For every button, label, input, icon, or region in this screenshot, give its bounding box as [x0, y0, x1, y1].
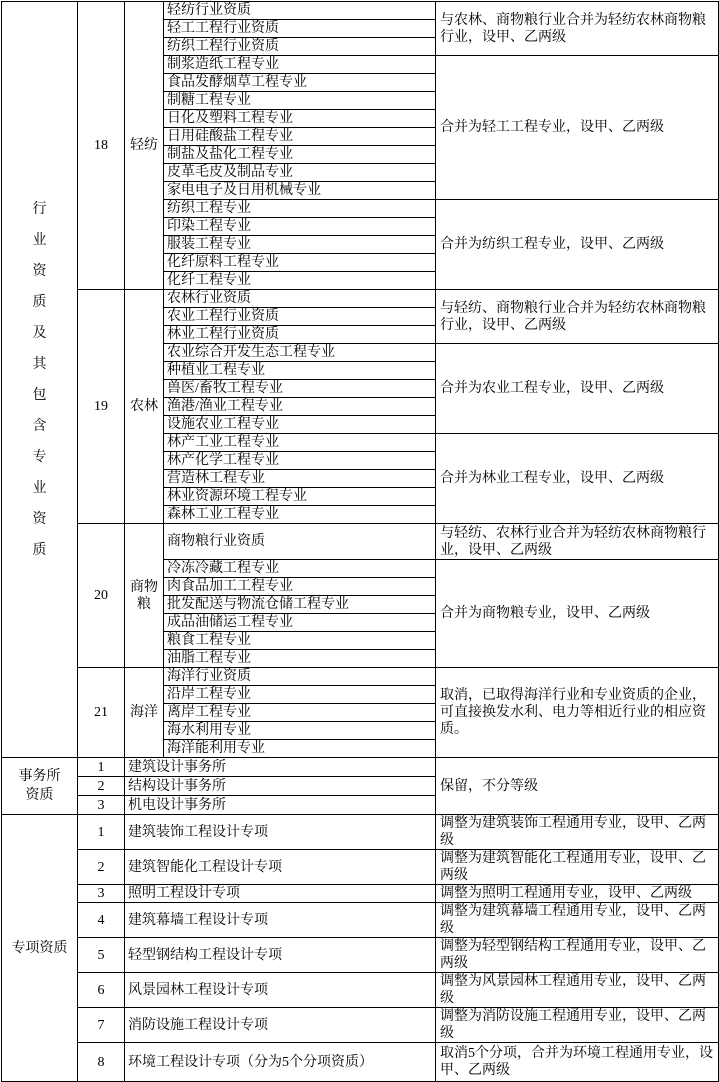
note-cell: 合并为轻工工程专业，设甲、乙两级	[436, 56, 719, 200]
item-cell: 建筑设计事务所	[125, 758, 436, 777]
note-cell: 调整为风景园林工程通用专业，设甲、乙两级	[436, 973, 719, 1008]
item-cell: 消防设施工程设计专项	[125, 1008, 436, 1043]
item-cell: 离岸工程专业	[164, 704, 436, 722]
item-cell: 林产工业工程专业	[164, 434, 436, 452]
item-cell: 肉食品加工工程专业	[164, 578, 436, 596]
item-cell: 农林行业资质	[164, 290, 436, 308]
item-cell: 纺织工程专业	[164, 200, 436, 218]
row-number: 4	[78, 903, 125, 938]
item-cell: 轻纺行业资质	[164, 2, 436, 20]
row-number: 2	[78, 850, 125, 885]
note-cell: 保留，不分等级	[436, 758, 719, 815]
row-number: 5	[78, 938, 125, 973]
item-cell: 商物粮行业资质	[164, 524, 436, 560]
item-cell: 照明工程设计专项	[125, 885, 436, 903]
item-cell: 兽医/畜牧工程专业	[164, 380, 436, 398]
item-cell: 机电设计事务所	[125, 796, 436, 815]
qualification-table	[1, 1, 719, 1082]
row-number: 1	[78, 815, 125, 850]
item-cell: 风景园林工程设计专项	[125, 973, 436, 1008]
note-cell: 合并为纺织工程专业，设甲、乙两级	[436, 200, 719, 290]
row-number: 2	[78, 777, 125, 796]
note-cell: 调整为照明工程通用专业，设甲、乙两级	[436, 885, 719, 903]
row-number: 7	[78, 1008, 125, 1043]
note-cell: 取消5个分项，合并为环境工程通用专业，设甲、乙两级	[436, 1043, 719, 1082]
item-cell: 日化及塑料工程专业	[164, 110, 436, 128]
item-cell: 化纤原料工程专业	[164, 254, 436, 272]
item-cell: 林业工程行业资质	[164, 326, 436, 344]
note-cell: 与轻纺、商物粮行业合并为轻纺农林商物粮行业，设甲、乙两级	[436, 290, 719, 344]
item-cell: 渔港/渔业工程专业	[164, 398, 436, 416]
note-cell: 调整为建筑幕墙工程通用专业，设甲、乙两级	[436, 903, 719, 938]
item-cell: 农业工程行业资质	[164, 308, 436, 326]
category-label: 商物粮	[125, 524, 164, 668]
item-cell: 海洋能利用专业	[164, 740, 436, 758]
row-number: 3	[78, 885, 125, 903]
category-label: 农林	[125, 290, 164, 524]
note-cell: 合并为农业工程专业，设甲、乙两级	[436, 344, 719, 434]
item-cell: 海水利用专业	[164, 722, 436, 740]
item-cell: 环境工程设计专项（分为5个分项资质）	[125, 1043, 436, 1082]
item-cell: 纺织工程行业资质	[164, 38, 436, 56]
note-cell: 调整为建筑装饰工程通用专业，设甲、乙两级	[436, 815, 719, 850]
item-cell: 轻工工程行业资质	[164, 20, 436, 38]
special-group-label: 专项资质	[2, 815, 78, 1082]
category-label: 海洋	[125, 668, 164, 758]
item-cell: 成品油储运工程专业	[164, 614, 436, 632]
item-cell: 森林工业工程专业	[164, 506, 436, 524]
note-cell: 调整为轻型钢结构工程通用专业，设甲、乙两级	[436, 938, 719, 973]
item-cell: 建筑幕墙工程设计专项	[125, 903, 436, 938]
item-cell: 设施农业工程专业	[164, 416, 436, 434]
note-cell: 合并为林业工程专业，设甲、乙两级	[436, 434, 719, 524]
note-cell: 取消，已取得海洋行业和专业资质的企业，可直接换发水利、电力等相近行业的相应资质。	[436, 668, 719, 758]
item-cell: 沿岸工程专业	[164, 686, 436, 704]
item-cell: 制糖工程专业	[164, 92, 436, 110]
section-number: 18	[78, 2, 125, 290]
item-cell: 海洋行业资质	[164, 668, 436, 686]
item-cell: 冷冻冷藏工程专业	[164, 560, 436, 578]
item-cell: 油脂工程专业	[164, 650, 436, 668]
item-cell: 建筑装饰工程设计专项	[125, 815, 436, 850]
item-cell: 林产化学工程专业	[164, 452, 436, 470]
row-number: 3	[78, 796, 125, 815]
note-cell: 调整为建筑智能化工程通用专业，设甲、乙两级	[436, 850, 719, 885]
item-cell: 建筑智能化工程设计专项	[125, 850, 436, 885]
item-cell: 粮食工程专业	[164, 632, 436, 650]
item-cell: 食品发酵烟草工程专业	[164, 74, 436, 92]
note-cell: 调整为消防设施工程通用专业，设甲、乙两级	[436, 1008, 719, 1043]
section-number: 20	[78, 524, 125, 668]
row-number: 1	[78, 758, 125, 777]
item-cell: 营造林工程专业	[164, 470, 436, 488]
item-cell: 农业综合开发生态工程专业	[164, 344, 436, 362]
item-cell: 种植业工程专业	[164, 362, 436, 380]
note-cell: 与农林、商物粮行业合并为轻纺农林商物粮行业，设甲、乙两级	[436, 2, 719, 56]
note-cell: 合并为商物粮专业，设甲、乙两级	[436, 560, 719, 668]
item-cell: 皮革毛皮及制品专业	[164, 164, 436, 182]
row-number: 8	[78, 1043, 125, 1082]
note-cell: 与轻纺、农林行业合并为轻纺农林商物粮行业，设甲、乙两级	[436, 524, 719, 560]
item-cell: 结构设计事务所	[125, 777, 436, 796]
item-cell: 印染工程专业	[164, 218, 436, 236]
category-label: 轻纺	[125, 2, 164, 290]
item-cell: 化纤工程专业	[164, 272, 436, 290]
section-number: 21	[78, 668, 125, 758]
row-number: 6	[78, 973, 125, 1008]
section-number: 19	[78, 290, 125, 524]
item-cell: 制浆造纸工程专业	[164, 56, 436, 74]
item-cell: 制盐及盐化工程专业	[164, 146, 436, 164]
item-cell: 批发配送与物流仓储工程专业	[164, 596, 436, 614]
item-cell: 轻型钢结构工程设计专项	[125, 938, 436, 973]
office-group-label-text: 事务所资质	[18, 769, 61, 803]
industry-group-label	[2, 2, 78, 758]
item-cell: 林业资源环境工程专业	[164, 488, 436, 506]
item-cell: 日用硅酸盐工程专业	[164, 128, 436, 146]
industry-group-label-text: 行业资质及其包含专业资质	[32, 201, 47, 558]
item-cell: 服装工程专业	[164, 236, 436, 254]
item-cell: 家电电子及日用机械专业	[164, 182, 436, 200]
office-group-label	[2, 758, 78, 815]
